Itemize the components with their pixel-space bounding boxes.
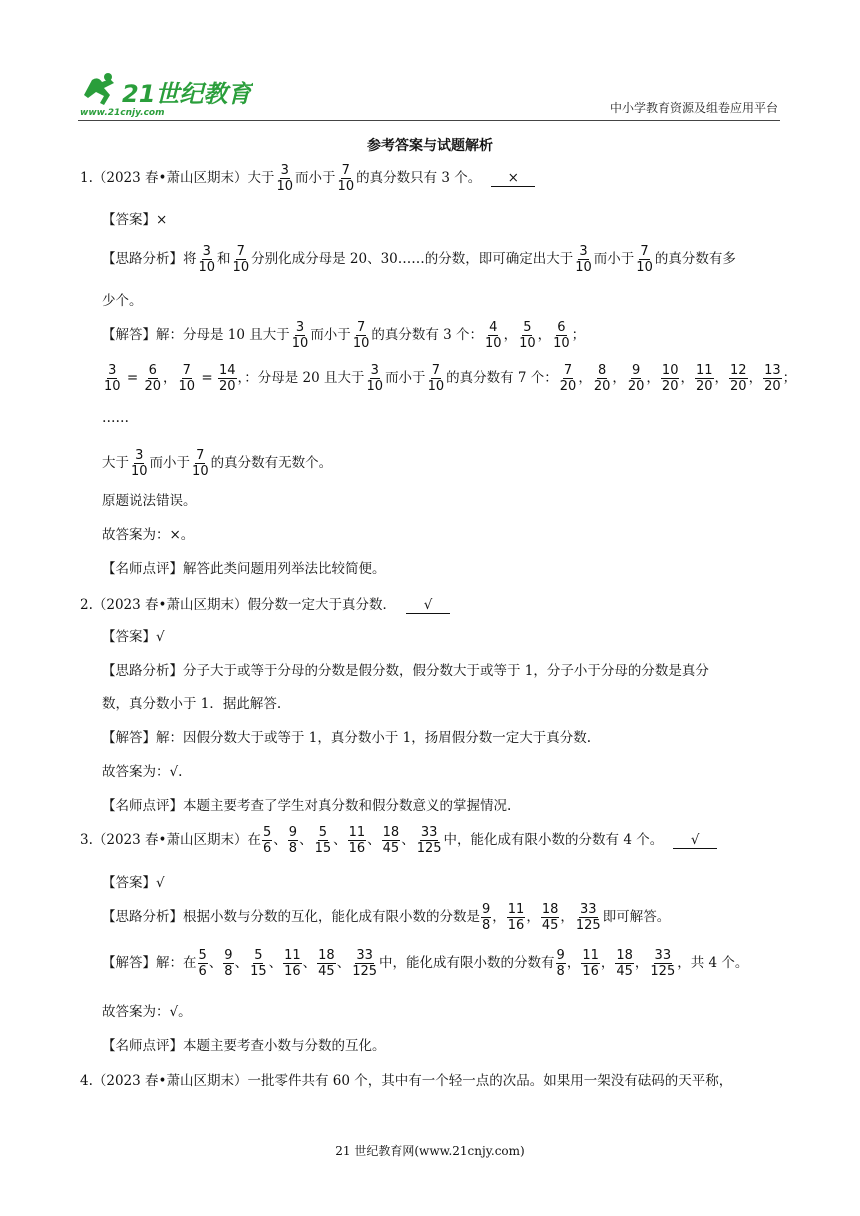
denominator: 10 [276, 179, 294, 194]
fraction-3-over-10 [103, 363, 122, 394]
fraction-18-over-45 [382, 825, 401, 856]
denominator: 10 [636, 260, 653, 275]
numerator: 3 [135, 448, 144, 463]
fraction-7-over-10 [191, 448, 210, 479]
fraction-7-over-20 [559, 363, 578, 394]
question-2-stem: 2.（2023 春•萧山区期末）假分数一定大于真分数． √ [80, 593, 450, 614]
fraction-11-over-16 [348, 825, 367, 856]
numerator: 13 [764, 363, 781, 378]
numerator: 7 [182, 363, 191, 378]
denominator: 10 [198, 260, 216, 275]
denominator: 45 [382, 841, 400, 856]
answer-blank: √ [673, 832, 717, 849]
numerator: 3 [295, 320, 305, 335]
fraction-5-over-6 [262, 825, 272, 856]
fraction-8-over-20 [593, 363, 612, 394]
numerator: 33 [654, 948, 672, 963]
fraction-33-over-125 [416, 825, 443, 856]
svg-text:21世纪教育: 21世纪教育 [122, 80, 252, 108]
q2-final: 故答案为：√. [102, 764, 183, 780]
numerator: 7 [196, 448, 205, 463]
fraction-11-over-16 [581, 948, 600, 979]
denominator: 10 [192, 464, 209, 479]
numerator: 7 [431, 363, 440, 378]
fraction-7-over-10 [232, 244, 251, 275]
platform-name: 中小学教育资源及组卷应用平台 [609, 101, 778, 115]
fraction-7-over-10 [427, 363, 446, 394]
fraction-7-over-10 [635, 244, 654, 275]
numerator: 14 [218, 363, 236, 378]
numerator: 5 [523, 320, 532, 335]
question-4-stem: 4.（2023 春•萧山区期末）一批零件共有 60 个，其中有一个轻一点的次品。如果用一架没有砝码的天平称， [80, 1073, 733, 1089]
numerator: 18 [541, 902, 559, 917]
fraction-11-over-16 [283, 948, 302, 979]
denominator: 20 [695, 379, 713, 394]
fraction-33-over-125 [575, 902, 602, 933]
fraction-4-over-10 [484, 320, 503, 351]
fraction-33-over-125 [351, 948, 378, 979]
denominator: 10 [519, 336, 536, 351]
denominator: 16 [284, 964, 301, 979]
fraction-9-over-8 [481, 902, 491, 933]
numerator: 7 [236, 244, 245, 259]
denominator: 10 [291, 336, 309, 351]
page-title: 参考答案与试题解析 [367, 138, 493, 154]
denominator: 125 [650, 964, 676, 979]
numerator: 7 [563, 363, 573, 378]
fraction-6-over-20 [143, 363, 162, 394]
numerator: 5 [318, 825, 327, 840]
numerator: 5 [198, 948, 207, 963]
numerator: 9 [482, 902, 491, 917]
numerator: 7 [341, 163, 350, 178]
q3-solution: 【解答】解：在 $\frac{5}{6}$ 、 $\frac{9}{8}$ 、 $\frac{5}{15}$ 、 $\frac{11}{16}$ 、 $\frac{18}{45}$ 、 $\frac{33}{125}$ 中，能化成有限小数的分数有 $\frac{9}{8}$ ， $\frac{11}{16}$ ， $\frac{18}{45}$ ， $\frac{33}{125}$ ，共 4 个。 [102, 948, 749, 979]
numerator: 11 [284, 948, 301, 963]
fraction-11-over-16 [507, 902, 526, 933]
fraction-3-over-10 [291, 320, 310, 351]
numerator: 3 [579, 244, 588, 259]
numerator: 11 [695, 363, 713, 378]
fraction-13-over-20 [763, 363, 782, 394]
q2-answer: 【答案】√ [102, 629, 165, 645]
q2-solution: 【解答】解：因假分数大于或等于 1，真分数小于 1，扬眉假分数一定大于真分数. [102, 730, 592, 746]
fraction-9-over-8 [556, 948, 566, 979]
numerator: 4 [489, 320, 498, 335]
fraction-5-over-6 [198, 948, 208, 979]
svg-text:www.21cnjy.com: www.21cnjy.com [80, 108, 165, 118]
q2-analysis-line2: 数，真分数小于 1．据此解答. [102, 696, 282, 712]
denominator: 6 [263, 841, 272, 856]
denominator: 125 [352, 964, 378, 979]
denominator: 20 [764, 379, 781, 394]
fraction-3-over-10 [574, 244, 593, 275]
denominator: 16 [348, 841, 366, 856]
fraction-12-over-20 [729, 363, 748, 394]
denominator: 16 [582, 964, 599, 979]
denominator: 10 [178, 379, 196, 394]
fraction-9-over-20 [627, 363, 646, 394]
denominator: 20 [661, 379, 679, 394]
answer-blank: √ [406, 597, 450, 614]
numerator: 33 [420, 825, 438, 840]
denominator: 10 [104, 379, 121, 394]
q3-analysis: 【思路分析】根据小数与分数的互化，能化成有限小数的分数是 $\frac{9}{8}$ ， $\frac{11}{16}$ ， $\frac{18}{45}$ ， $\frac{33}{125}$ 即可解答。 [102, 902, 671, 933]
q1-answer: 【答案】× [102, 212, 168, 228]
q3-final: 故答案为：√。 [102, 1004, 192, 1020]
numerator: 33 [580, 902, 597, 917]
fraction-5-over-10 [518, 320, 537, 351]
fraction-7-over-10 [178, 363, 197, 394]
denominator: 10 [553, 336, 570, 351]
denominator: 10 [575, 260, 592, 275]
q3-comment: 【名师点评】本题主要考查小数与分数的互化。 [102, 1038, 386, 1054]
denominator: 15 [314, 841, 332, 856]
fraction-5-over-15 [249, 948, 268, 979]
denominator: 6 [198, 964, 207, 979]
denominator: 10 [352, 336, 370, 351]
fraction-6-over-10 [552, 320, 571, 351]
numerator: 11 [582, 948, 599, 963]
denominator: 15 [250, 964, 267, 979]
q3-answer: 【答案】√ [102, 875, 165, 891]
denominator: 10 [232, 260, 250, 275]
numerator: 11 [348, 825, 366, 840]
fraction-3-over-10 [366, 363, 385, 394]
fraction-18-over-45 [317, 948, 336, 979]
denominator: 45 [318, 964, 335, 979]
fraction-9-over-8 [223, 948, 233, 979]
denominator: 45 [541, 918, 559, 933]
q1-comment: 【名师点评】解答此类问题用列举法比较简便。 [102, 561, 386, 577]
numerator: 6 [557, 320, 566, 335]
q1-solution-line3: 大于 $\frac{3}{10}$ 而小于 $\frac{7}{10}$ 的真分数有无数个。 [102, 448, 333, 479]
denominator: 8 [224, 964, 233, 979]
numerator: 11 [507, 902, 525, 917]
denominator: 125 [575, 918, 601, 933]
fraction-9-over-8 [288, 825, 298, 856]
numerator: 5 [263, 825, 272, 840]
denominator: 20 [627, 379, 645, 394]
header-divider [78, 120, 780, 121]
fraction-7-over-10 [352, 320, 371, 351]
q1-analysis: 【思路分析】将 $\frac{3}{10}$ 和 $\frac{7}{10}$ 分别化成分母是 20、30……的分数，即可确定出大于 $\frac{3}{10}$ 而小于 $\frac{7}{10}$ 的真分数有多 [102, 244, 736, 275]
fraction-3-over-10 [276, 163, 295, 194]
denominator: 20 [218, 379, 236, 394]
numerator: 6 [148, 363, 157, 378]
numerator: 3 [108, 363, 117, 378]
numerator: 8 [597, 363, 607, 378]
fraction-14-over-20 [218, 363, 237, 394]
fraction-11-over-20 [695, 363, 714, 394]
q1-final: 故答案为：×。 [102, 527, 195, 543]
numerator: 7 [640, 244, 649, 259]
fraction-18-over-45 [615, 948, 634, 979]
runner-icon [84, 78, 114, 105]
numerator: 9 [556, 948, 565, 963]
numerator: 33 [356, 948, 373, 963]
fraction-7-over-10 [337, 163, 356, 194]
denominator: 10 [131, 464, 148, 479]
denominator: 20 [593, 379, 611, 394]
q1-conclusion: 原题说法错误。 [102, 493, 197, 509]
numerator: 9 [224, 948, 233, 963]
numerator: 9 [632, 363, 641, 378]
fraction-3-over-10 [130, 448, 149, 479]
denominator: 125 [416, 841, 442, 856]
question-3-stem: 3.（2023 春•萧山区期末）在 $\frac{5}{6}$ 、 $\frac{9}{8}$ 、 $\frac{5}{15}$ 、 $\frac{11}{16}$ 、 $\frac{18}{45}$ 、 $\frac{33}{125}$ 中，能化成有限小数的分数有 4 个。 √ [80, 825, 717, 856]
fraction-5-over-15 [314, 825, 333, 856]
numerator: 5 [254, 948, 263, 963]
numerator: 18 [382, 825, 400, 840]
numerator: 12 [730, 363, 747, 378]
denominator: 8 [288, 841, 298, 856]
q2-comment: 【名师点评】本题主要考查了学生对真分数和假分数意义的掌握情况. [102, 798, 512, 814]
denominator: 10 [427, 379, 445, 394]
denominator: 20 [559, 379, 577, 394]
denominator: 20 [144, 379, 161, 394]
denominator: 20 [730, 379, 747, 394]
numerator: 3 [280, 163, 289, 178]
denominator: 8 [482, 918, 491, 933]
numerator: 3 [370, 363, 379, 378]
denominator: 8 [556, 964, 565, 979]
numerator: 3 [202, 244, 211, 259]
numerator: 7 [356, 320, 366, 335]
fraction-10-over-20 [661, 363, 680, 394]
answer-blank: × [491, 170, 535, 187]
question-1-stem: 1.（2023 春•萧山区期末）大于 $\frac{3}{10}$ 而小于 $\frac{7}{10}$ 的真分数只有 3 个。 × [80, 163, 535, 194]
denominator: 10 [337, 179, 355, 194]
q1-solution-line2: $\frac{3}{10}$ = $\frac{6}{20}$ ， $\frac{7}{10}$ = $\frac{14}{20}$ ，：分母是 20 且大于 $\frac{3}{10}$ 而小于 $\frac{7}{10}$ 的真分数有 7 个： $\frac{7}{20}$ ， $\frac{8}{20}$ ， $\frac{9}{20}$ ， $\frac{10}{20}$ ， $\frac{11}{20}$ ， $\frac{12}{20}$ ， $\frac{13}{20}$ ； [104, 363, 797, 394]
denominator: 16 [507, 918, 525, 933]
numerator: 18 [616, 948, 633, 963]
q1-analysis-line2: 少个。 [102, 293, 143, 309]
q1-ellipsis: …… [102, 410, 129, 426]
q1-solution: 【解答】解：分母是 10 且大于 $\frac{3}{10}$ 而小于 $\frac{7}{10}$ 的真分数有 3 个： $\frac{4}{10}$ ， $\frac{5}{10}$ ， $\frac{6}{10}$ ； [102, 320, 586, 351]
numerator: 18 [318, 948, 335, 963]
fraction-18-over-45 [541, 902, 560, 933]
denominator: 10 [485, 336, 502, 351]
q2-analysis: 【思路分析】分子大于或等于分母的分数是假分数，假分数大于或等于 1，分子小于分母的分数是真分 [102, 663, 709, 679]
page-footer: 21 世纪教育网(www.21cnjy.com) [335, 1144, 525, 1158]
fraction-3-over-10 [198, 244, 217, 275]
denominator: 45 [616, 964, 633, 979]
site-logo [78, 72, 253, 118]
numerator: 10 [661, 363, 679, 378]
numerator: 9 [288, 825, 298, 840]
fraction-33-over-125 [649, 948, 676, 979]
denominator: 10 [366, 379, 384, 394]
